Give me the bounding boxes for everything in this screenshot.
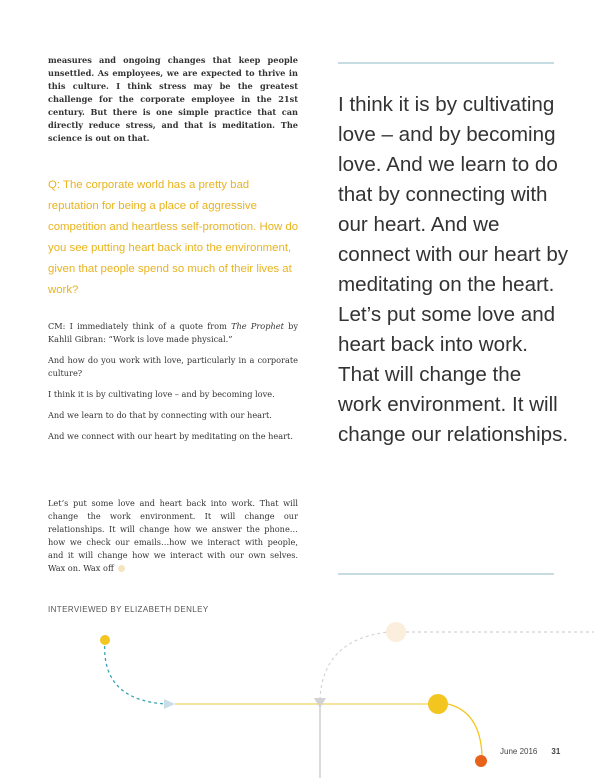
interviewer-credit: INTERVIEWED BY ELIZABETH DENLEY <box>48 605 209 614</box>
pull-quote: I think it is by cultivating love – and by becoming love. And we learn to do that by connecting with our heart. And we connect with our heart by meditating on the heart. Let’s put some love and heart back into work. That will change the work environment. It will change our relationships. <box>338 93 569 446</box>
dashed-grey-curve <box>320 632 388 700</box>
answer-paragraph-2: And how do you work with love, particularly in a corporate culture? <box>48 355 298 378</box>
interview-question: Q: The corporate world has a pretty bad reputation for being a place of aggressive competition and heartless self-promotion. How do you see putting heart back into the environment, given that people spend so much of their lives at work? <box>48 179 299 296</box>
arrowhead-icon <box>164 699 175 709</box>
answer-paragraph-4: And we learn to do that by connecting with our heart. <box>48 410 272 420</box>
book-title: The Prophet <box>231 321 284 331</box>
large-yellow-dot <box>428 694 448 714</box>
dashed-teal-curve <box>105 640 166 704</box>
closing-paragraph: Let’s put some love and heart back into work. That will change the work environment. It will change our relationships. It will change how we answer the phone… how we check our emails…how we interact with people, and it will change how we interact with our own selves. Wax on. Wax off <box>48 498 298 573</box>
answer-paragraph-3: I think it is by cultivating love – and by becoming love. <box>48 389 275 399</box>
issue-date: June 2016 <box>500 747 538 756</box>
answer-line1-after: by Kahlil Gibran: “Work is love made physical.” <box>48 321 298 344</box>
orange-dot <box>475 755 487 767</box>
answer-paragraph-5: And we connect with our heart by meditating on the heart. <box>48 431 293 441</box>
yellow-start-dot <box>100 635 110 645</box>
cream-dot <box>386 622 406 642</box>
yellow-curve <box>448 704 482 755</box>
intro-paragraph: measures and ongoing changes that keep people unsettled. As employees, we are expected to thrive in this culture. I think stress may be the greatest challenge for the corporate employee in the 21st century. But there is one simple practice that can directly reduce stress, and that is meditation. The science is out on that. <box>48 55 298 143</box>
answer-line1-before: CM: I immediately think of a quote from <box>48 321 232 331</box>
page-number: 31 <box>551 747 561 756</box>
down-arrowhead-icon <box>314 698 326 708</box>
page-footer <box>500 747 560 756</box>
